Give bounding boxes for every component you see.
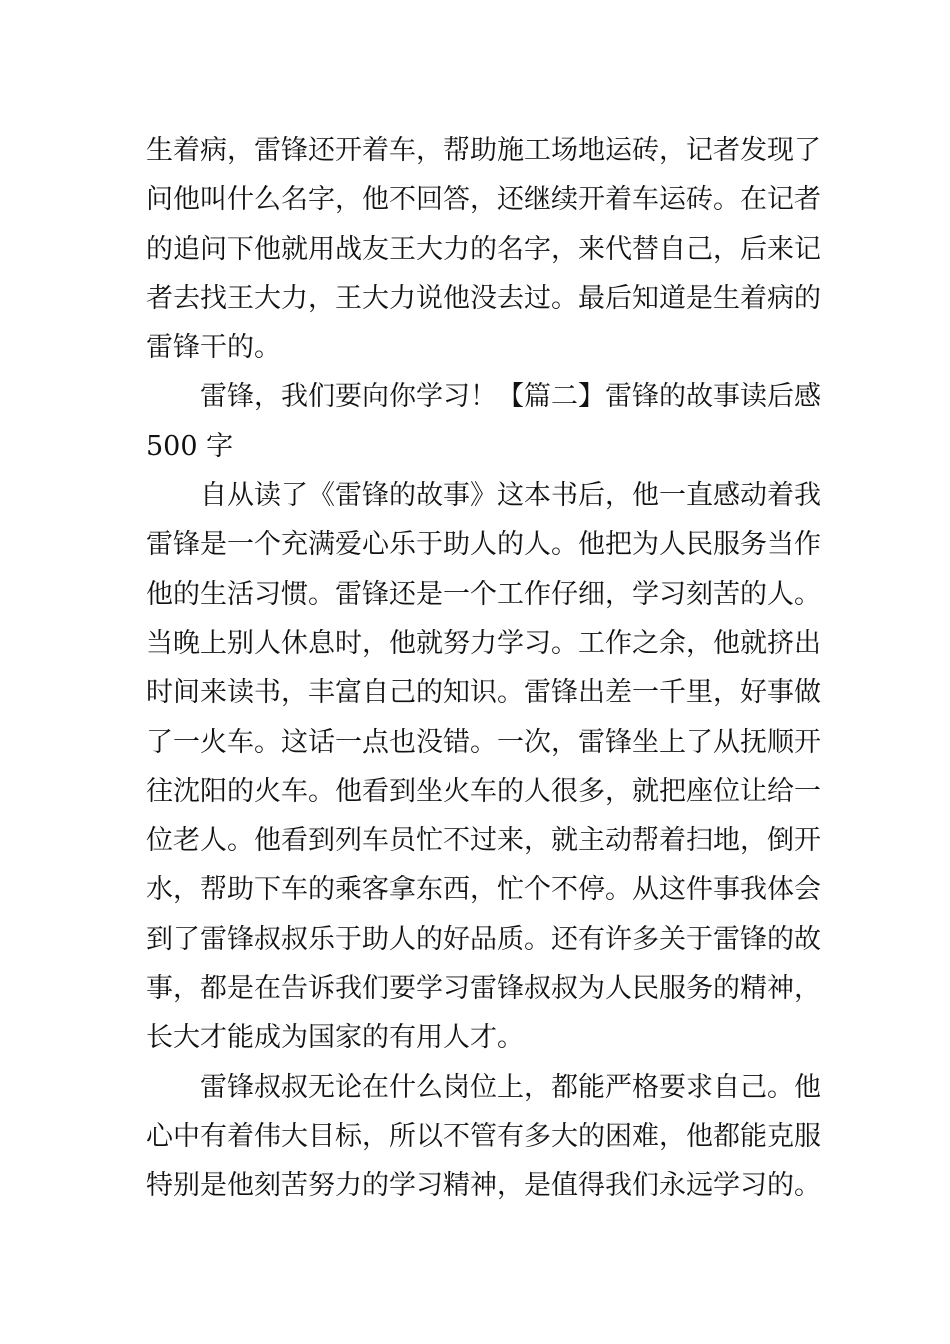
text-line-2: 问他叫什么名字，他不回答，还继续开着车运砖。在记者 [146,184,821,216]
text-line-10: 他的生活习惯。雷锋还是一个工作仔细，学习刻苦的人。 [146,578,821,610]
text-line-11: 当晚上别人休息时，他就努力学习。工作之余，他就挤出 [146,627,821,659]
text-line-1: 生着病，雷锋还开着车，帮助施工场地运砖，记者发现了 [146,135,821,166]
text-line-9: 雷锋是一个充满爱心乐于助人的人。他把为人民服务当作 [146,529,821,561]
text-line-5: 雷锋干的。 [146,332,281,364]
text-line-21: 心中有着伟大目标，所以不管有多大的困难，他都能克服 [146,1120,821,1152]
section-heading-line-1: 雷锋，我们要向你学习！【篇二】雷锋的故事读后感 [146,381,821,413]
text-line-15: 位老人。他看到列车员忙不过来，就主动帮着扫地，倒开 [146,825,821,857]
text-line-3: 的追问下他就用战友王大力的名字，来代替自己，后来记 [146,233,821,265]
text-line-19: 长大才能成为国家的有用人才。 [146,1022,524,1054]
text-line-12: 时间来读书，丰富自己的知识。雷锋出差一千里，好事做 [146,677,821,709]
text-line-4: 者去找王大力，王大力说他没去过。最后知道是生着病的 [146,282,821,314]
text-line-18: 事，都是在告诉我们要学习雷锋叔叔为人民服务的精神， [146,973,821,1005]
text-line-17: 到了雷锋叔叔乐于助人的好品质。还有许多关于雷锋的故 [146,923,821,955]
text-line-13: 了一火车。这话一点也没错。一次，雷锋坐上了从抚顺开 [146,726,821,758]
text-line-20: 雷锋叔叔无论在什么岗位上，都能严格要求自己。他 [146,1071,821,1103]
text-line-8: 自从读了《雷锋的故事》这本书后，他一直感动着我 [146,480,821,512]
text-line-14: 往沈阳的火车。他看到坐火车的人很多，就把座位让给一 [146,775,821,807]
document-body [146,126,821,1211]
text-line-22: 特别是他刻苦努力的学习精神，是值得我们永远学习的。 [146,1170,821,1202]
text-line-16: 水，帮助下车的乘客拿东西，忙个不停。从这件事我体会 [146,874,821,906]
section-heading-line-2: 500 字 [146,430,234,462]
